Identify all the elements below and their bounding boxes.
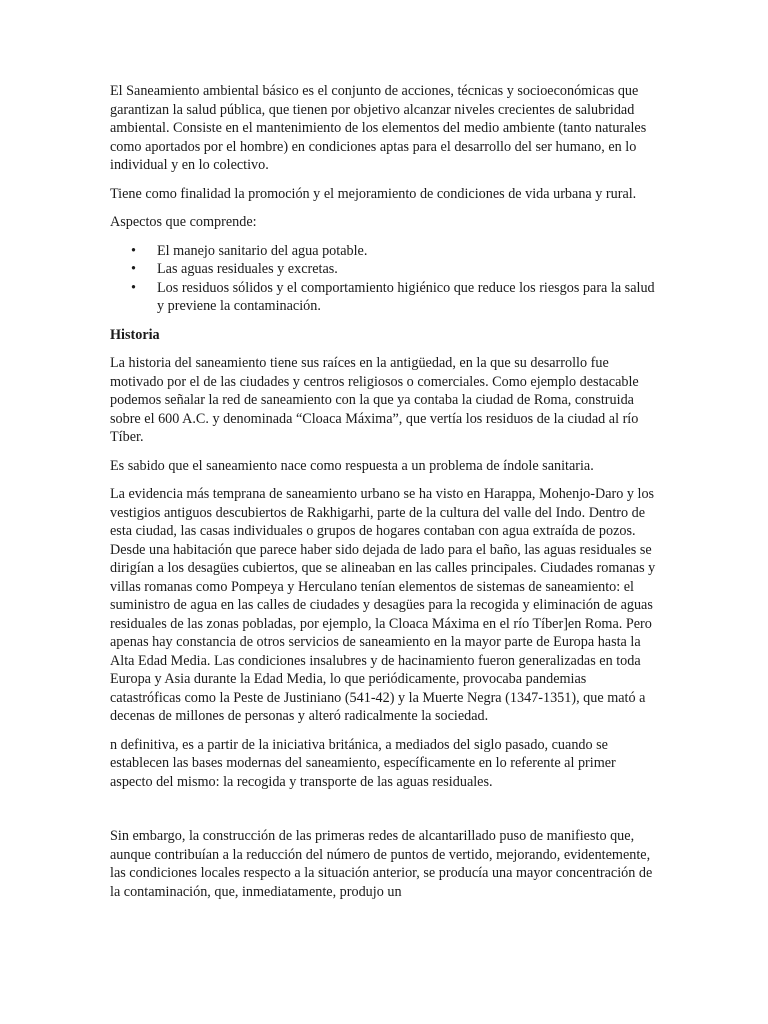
list-item-text: Las aguas residuales y excretas.	[157, 261, 338, 277]
history-paragraph: La historia del saneamiento tiene sus raíces en la antigüedad, en la que su desarrollo fue motivado por el de las ciudades y centros religiosos o comerciales. Como ejemplo destacable podemos señalar la red de saneamiento con la que ya contaba la ciudad de Roma, construida sobre el 600 A.C. y denominada “Cloaca Máxima”, que vertía los residuos de la ciudad al río Tíber.	[110, 355, 639, 445]
aspects-list	[110, 242, 660, 316]
bullet-icon: •	[131, 279, 136, 296]
final-paragraph: Sin embargo, la construcción de las primeras redes de alcantarillado puso de manifiesto que, aunque contribuían a la reducción del número de puntos de vertido, mejorando, evidentemente, las condiciones locales respecto a la situación anterior, se producía una mayor concentración de la contaminación, que, inmediatamente, produjo un	[110, 828, 653, 900]
bullet-icon: •	[131, 261, 136, 277]
list-item	[110, 260, 660, 279]
list-item-text: Los residuos sólidos y el comportamiento higiénico que reduce los riesgos para la salud y previene la contaminación.	[157, 279, 655, 314]
document-page	[110, 82, 660, 911]
history-paragraph: Es sabido que el saneamiento nace como respuesta a un problema de índole sanitaria.	[110, 457, 594, 474]
list-item-text: El manejo sanitario del agua potable.	[157, 242, 368, 259]
blank-space	[110, 801, 660, 827]
history-heading: Historia	[110, 326, 160, 343]
list-item	[110, 279, 660, 316]
list-item	[110, 242, 660, 261]
aspects-title: Aspectos que comprende:	[110, 214, 257, 230]
purpose-paragraph: Tiene como finalidad la promoción y el mejoramiento de condiciones de vida urbana y rural.	[110, 185, 637, 202]
history-paragraph: La evidencia más temprana de saneamiento urbano se ha visto en Harappa, Mohenjo-Daro y los vestigios antiguos descubiertos de Rakhigarhi, parte de la cultura del valle del Indo. Dentro de esta ciudad, las casas individuales o grupos de hogares contaban con agua extraída de pozos. Desde una habitación que parece haber sido dejada de lado para el baño, las aguas residuales se dirigían a los desagües cubiertos, que se alineaban en las calles principales. Ciudades romanas y villas romanas como Pompeya y Herculano tenían elementos de sistemas de saneamiento: el suministro de agua en las calles de ciudades y desagües para la recogida y eliminación de aguas residuales de las zonas pobladas, por ejemplo, la Cloaca Máxima en el río Tíber]en Roma. Pero apenas hay constancia de otros servicios de saneamiento en la mayor parte de Europa hasta la Alta Edad Media. Las condiciones insalubres y de hacinamiento fueron generalizadas en toda Europa y Asia durante la Edad Media, lo que periódicamente, provocaba pandemias catastróficas como la Peste de Justiniano (541-42) y la Muerte Negra (1347-1351), que mató a decenas de millones de personas y alteró radicalmente la sociedad.	[110, 486, 656, 724]
intro-paragraph: El Saneamiento ambiental básico es el conjunto de acciones, técnicas y socioeconómicas que garantizan la salud pública, que tienen por objetivo alcanzar niveles crecientes de salubridad ambiental. Consiste en el mantenimiento de los elementos del medio ambiente (tanto naturales como aportados por el hombre) en condiciones aptas para el desarrollo del ser humano, en lo individual y en lo colectivo.	[110, 83, 647, 173]
bullet-icon: •	[131, 242, 136, 259]
history-paragraph: n definitiva, es a partir de la iniciativa británica, a mediados del siglo pasado, cuando se establecen las bases modernas del saneamiento, específicamente en lo referente al primer aspecto del mismo: la recogida y transporte de las aguas residuales.	[110, 736, 616, 790]
